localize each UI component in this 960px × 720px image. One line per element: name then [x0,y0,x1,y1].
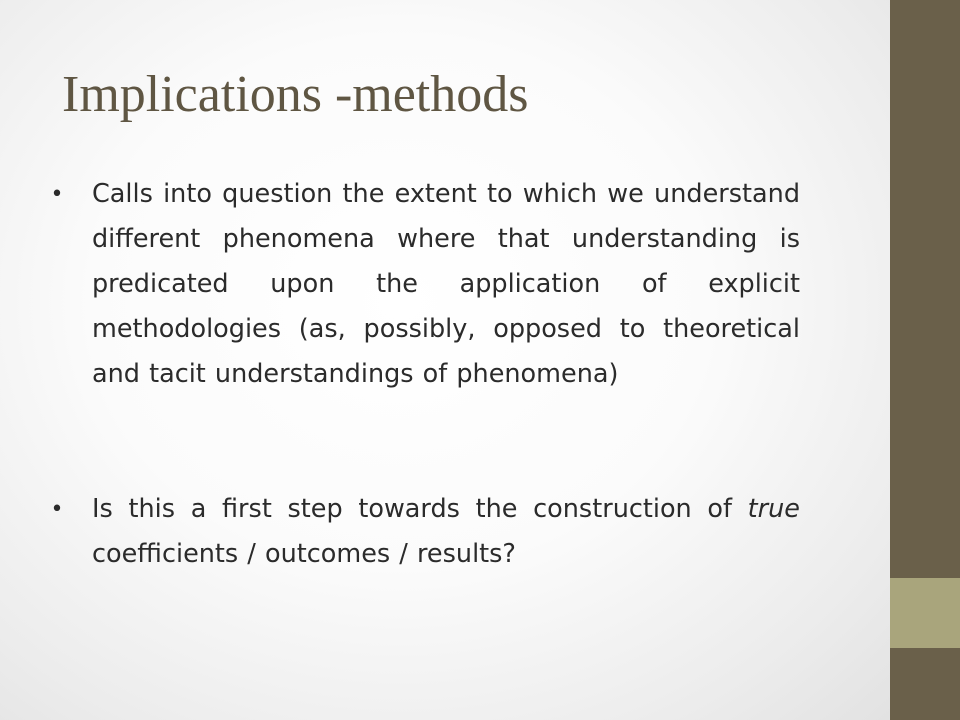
bullet-text-start: Is this a first step towards the construction of [92,494,748,524]
bullet-dot-icon: • [50,182,64,207]
bullet-text-end: coefficients / outcomes / results? [92,539,516,569]
bullet-text: Calls into question the extent to which we understand different phenomena where that understanding is predicated upon the application of explicit methodologies (as, possibly, opposed to theoretical and tacit understandings of phenomena) [92,179,800,389]
bullet-emphasis: true [747,494,800,524]
bullet-list [50,172,800,577]
bullet-item-methodology [50,172,800,397]
bullet-dot-icon: • [50,497,64,522]
slide-title: Implications -methods [62,66,529,123]
sidebar-accent-block [890,578,960,648]
bullet-item-first-step [50,487,800,577]
